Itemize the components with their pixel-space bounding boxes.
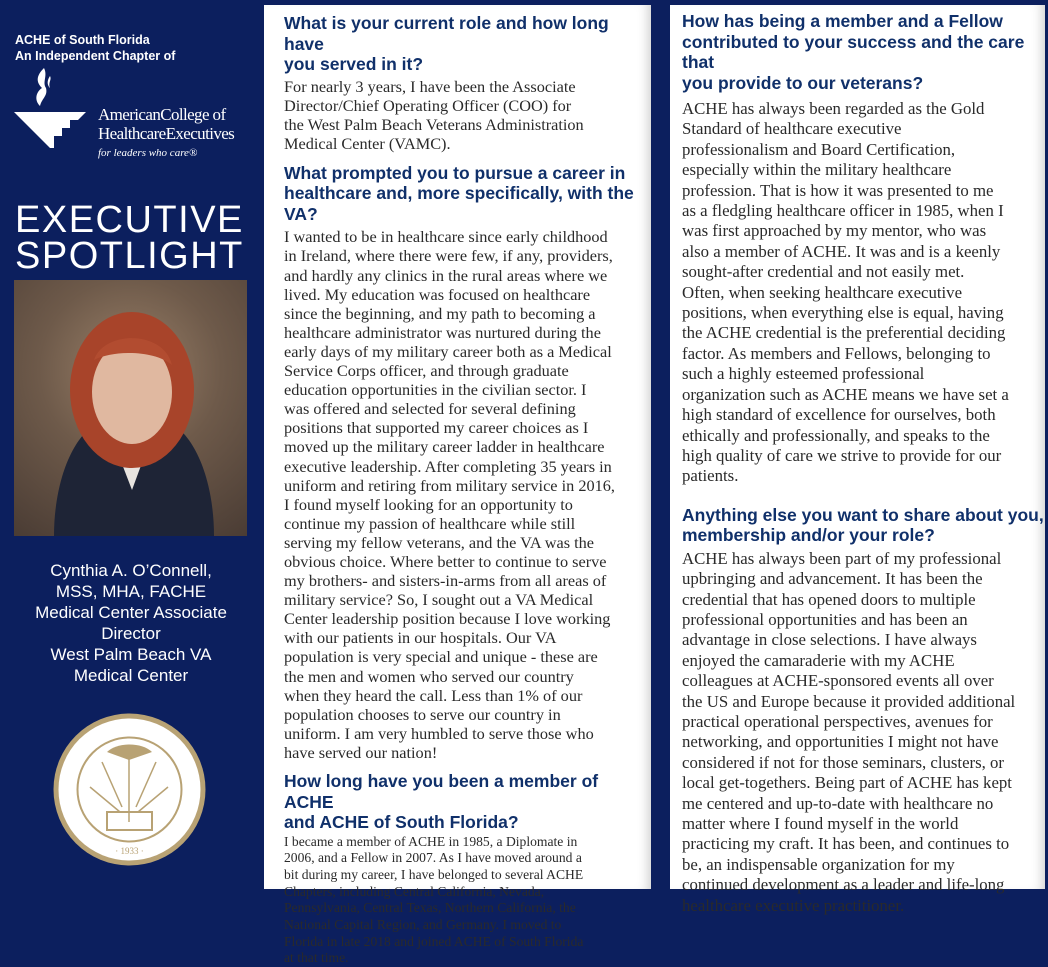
title-line-1: EXECUTIVE: [15, 202, 244, 238]
answer-line: and hardly any clinics in the rural areas where we: [284, 266, 651, 285]
content-column-left: [264, 5, 651, 889]
answer-line: serving my fellow veterans, and the VA was the: [284, 533, 651, 552]
answer-line: such a highly esteemed professional: [682, 364, 1045, 384]
question-line: membership and/or your role?: [682, 525, 1045, 546]
answer-line: continued development as a leader and life-long: [682, 875, 1045, 895]
answer-line: National Capital Region, and Germany. I moved to: [284, 917, 651, 934]
svg-text:· 1933 ·: · 1933 ·: [115, 846, 144, 856]
answer-line: local get-togethers. Being part of ACHE has kept: [682, 773, 1045, 793]
answer-line: the West Palm Beach Veterans Administration: [284, 115, 651, 134]
question-line: How long have you been a member of ACHE: [284, 771, 651, 812]
answer-line: practical operational perspectives, avenues for: [682, 712, 1045, 732]
answer-paragraph: [284, 227, 651, 762]
answer-line: with our patients in our hospitals. Our VA: [284, 628, 651, 647]
answer-line: especially within the military healthcare: [682, 160, 1045, 180]
answer-line: I found myself looking for an opportunity to: [284, 495, 651, 514]
answer-line: advantage in close selections. I have always: [682, 630, 1045, 650]
person-organization: West Palm Beach VA: [0, 644, 262, 665]
person-name: Cynthia A. O’Connell,: [0, 560, 262, 581]
answer-line: For nearly 3 years, I have been the Associate: [284, 77, 651, 96]
question-line: What prompted you to pursue a career in: [284, 163, 651, 184]
qa-section: [682, 505, 1045, 916]
logo-line-2: HealthcareExecutives: [98, 124, 234, 143]
ache-torch-logo-icon: [14, 68, 94, 158]
answer-line: patients.: [682, 466, 1045, 486]
answer-line: Pennsylvania, Central Texas, Northern California, the: [284, 900, 651, 917]
answer-line: positions that supported my career choices as I: [284, 418, 651, 437]
answer-line: networking, and opportunities I might not have: [682, 732, 1045, 752]
answer-line: executive leadership. After completing 35 years in: [284, 457, 651, 476]
person-title: Medical Center Associate: [0, 602, 262, 623]
answer-paragraph: [682, 99, 1045, 487]
question-line: contributed to your success and the care that: [682, 32, 1045, 73]
person-info: [0, 560, 262, 686]
answer-line: be, an indispensable organization for my: [682, 855, 1045, 875]
answer-line: practicing my craft. It has been, and continues to: [682, 834, 1045, 854]
answer-line: me centered and up-to-date with healthcare no: [682, 794, 1045, 814]
answer-line: when they heard the call. Less than 1% of our: [284, 686, 651, 705]
answer-line: ACHE has always been part of my professional: [682, 549, 1045, 569]
person-credentials: MSS, MHA, FACHE: [0, 581, 262, 602]
question-heading: [284, 771, 651, 833]
answer-line: I became a member of ACHE in 1985, a Diplomate in: [284, 834, 651, 851]
chapter-subtitle: An Independent Chapter of: [15, 48, 175, 64]
answer-line: at that time.: [284, 950, 651, 967]
answer-line: early days of my military career both as a Medical: [284, 342, 651, 361]
answer-line: military service? So, I sought out a VA Medical: [284, 590, 651, 609]
question-line: healthcare and, more specifically, with the VA?: [284, 183, 651, 224]
person-organization-cont: Medical Center: [0, 665, 262, 686]
answer-paragraph: [284, 77, 651, 153]
answer-line: population is very special and unique - these are: [284, 647, 651, 666]
chapter-info: [15, 32, 175, 64]
answer-line: credential that has opened doors to multiple: [682, 590, 1045, 610]
answer-line: healthcare executive practitioner.: [682, 896, 1045, 916]
answer-line: the ACHE credential is the preferential deciding: [682, 323, 1045, 343]
answer-line: enjoyed the camaraderie with my ACHE: [682, 651, 1045, 671]
answer-line: population chooses to serve our country in: [284, 705, 651, 724]
qa-section: [284, 163, 651, 762]
answer-line: Chapters, including Central California, Nevada,: [284, 884, 651, 901]
answer-line: continue my passion of healthcare while still: [284, 514, 651, 533]
answer-line: upbringing and advancement. It has been the: [682, 569, 1045, 589]
question-line: you served in it?: [284, 54, 651, 75]
answer-line: I wanted to be in healthcare since early childhood: [284, 227, 651, 246]
portrait-figure-icon: [14, 280, 247, 536]
answer-line: sought-after credential and not easily met.: [682, 262, 1045, 282]
question-line: How has being a member and a Fellow: [682, 11, 1045, 32]
answer-line: moved up the military career ladder in healthcare: [284, 437, 651, 456]
answer-line: Medical Center (VAMC).: [284, 134, 651, 153]
answer-line: considered if not for those seminars, clusters, or: [682, 753, 1045, 773]
answer-line: lived. My education was focused on healthcare: [284, 285, 651, 304]
answer-line: profession. That is how it was presented to me: [682, 181, 1045, 201]
answer-line: Center leadership position because I love working: [284, 609, 651, 628]
answer-line: bit during my career, I have belonged to several ACHE: [284, 867, 651, 884]
content-column-right: [670, 5, 1045, 889]
answer-line: Florida in late 2018 and joined ACHE of South Florida: [284, 934, 651, 951]
title-line-2: SPOTLIGHT: [15, 238, 244, 274]
answer-paragraph: [284, 834, 651, 967]
answer-line: ACHE has always been regarded as the Gold: [682, 99, 1045, 119]
qa-section: [284, 771, 651, 967]
answer-line: Often, when seeking healthcare executive: [682, 283, 1045, 303]
answer-line: my brothers- and sisters-in-arms from all areas of: [284, 571, 651, 590]
answer-line: ethically and professionally, and speaks to the: [682, 426, 1045, 446]
answer-line: matter where I found myself in the world: [682, 814, 1045, 834]
answer-line: was offered and selected for several defining: [284, 399, 651, 418]
person-title-cont: Director: [0, 623, 262, 644]
answer-line: Service Corps officer, and through graduate: [284, 361, 651, 380]
answer-line: as a fledgling healthcare officer in 1985, when I: [682, 201, 1045, 221]
question-line: you provide to our veterans?: [682, 73, 1045, 94]
question-heading: [284, 13, 651, 75]
answer-line: in Ireland, where there were few, if any, providers,: [284, 246, 651, 265]
qa-section: [682, 11, 1045, 487]
answer-line: positions, when everything else is equal, having: [682, 303, 1045, 323]
answer-line: uniform and retiring from military service in 2016,: [284, 476, 651, 495]
answer-line: the men and women who served our country: [284, 667, 651, 686]
answer-line: healthcare administrator was nurtured during the: [284, 323, 651, 342]
logo-tagline: for leaders who care®: [98, 147, 197, 159]
answer-line: since the beginning, and my path to becoming a: [284, 304, 651, 323]
answer-line: also a member of ACHE. It was and is a keenly: [682, 242, 1045, 262]
answer-line: the US and Europe because it provided additional: [682, 692, 1045, 712]
answer-line: high standard of excellence for ourselves, both: [682, 405, 1045, 425]
answer-line: high quality of care we strive to provide for our: [682, 446, 1045, 466]
portrait-photo: [14, 280, 247, 536]
question-heading: [284, 163, 651, 225]
answer-line: was first approached by my mentor, who was: [682, 221, 1045, 241]
qa-section: [284, 13, 651, 153]
question-line: Anything else you want to share about you,: [682, 505, 1045, 526]
answer-line: professional opportunities and has been an: [682, 610, 1045, 630]
ache-seal-icon: [52, 712, 207, 867]
answer-line: Director/Chief Operating Officer (COO) for: [284, 96, 651, 115]
ache-logo-wordmark: [98, 105, 234, 143]
answer-line: uniform. I am very humbled to serve those who: [284, 724, 651, 743]
question-heading: [682, 11, 1045, 93]
question-line: and ACHE of South Florida?: [284, 812, 651, 833]
question-heading: [682, 505, 1045, 546]
answer-line: have served our nation!: [284, 743, 651, 762]
answer-line: organization such as ACHE means we have set a: [682, 385, 1045, 405]
answer-line: colleagues at ACHE-sponsored events all over: [682, 671, 1045, 691]
answer-line: obvious choice. Where better to continue to serve: [284, 552, 651, 571]
answer-line: professionalism and Board Certification,: [682, 140, 1045, 160]
answer-line: education opportunities in the civilian sector. I: [284, 380, 651, 399]
question-line: What is your current role and how long have: [284, 13, 651, 54]
answer-line: 2006, and a Fellow in 2007. As I have moved around a: [284, 850, 651, 867]
answer-line: Standard of healthcare executive: [682, 119, 1045, 139]
sidebar: [0, 0, 262, 894]
page-title: [15, 202, 244, 274]
answer-paragraph: [682, 549, 1045, 916]
answer-line: factor. As members and Fellows, belonging to: [682, 344, 1045, 364]
logo-line-1: AmericanCollege of: [98, 105, 234, 124]
chapter-name: ACHE of South Florida: [15, 32, 175, 48]
